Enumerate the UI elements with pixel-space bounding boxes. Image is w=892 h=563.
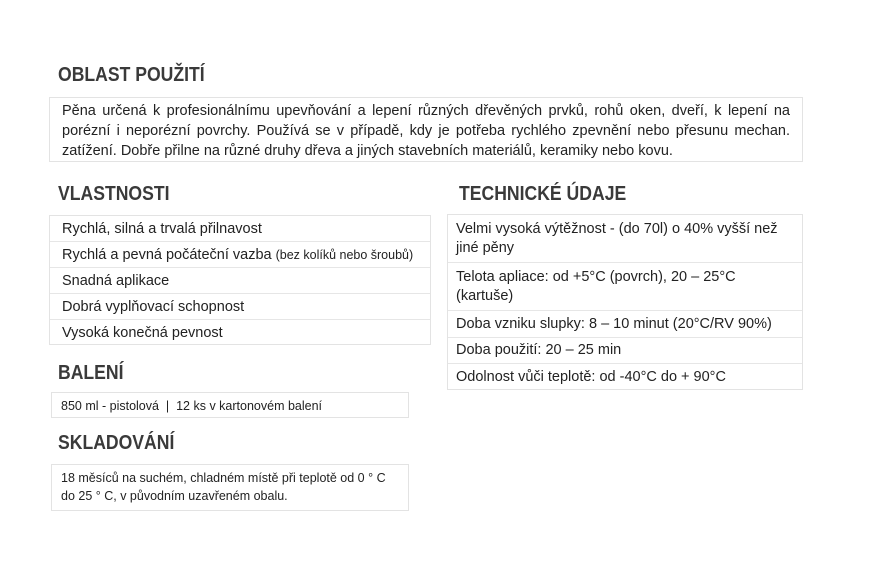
vlastnosti-item (50, 294, 430, 320)
technicke-item-text: Telota apliace: od +5°C (povrch), 20 – 25°C (kartuše) (456, 268, 736, 304)
technicke-item-text: Doba použití: 20 – 25 min (456, 342, 622, 358)
technicke-heading: TECHNICKÉ ÚDAJE (459, 183, 627, 205)
vlastnosti-item (50, 242, 430, 268)
vlastnosti-list (49, 215, 431, 345)
technicke-item-text: Velmi vysoká výtěžnost - (do 70l) o 40% vyšší než jiné pěny (456, 220, 778, 256)
baleni-text: 850 ml - pistolová | 12 ks v kartonovém balení (61, 399, 323, 413)
vlastnosti-item-text: Rychlá a pevná počáteční vazba (62, 246, 272, 263)
baleni-box (51, 392, 409, 418)
vlastnosti-item-text: Dobrá vyplňovací schopnost (62, 298, 245, 315)
oblast-heading: OBLAST POUŽITÍ (58, 64, 205, 86)
technicke-item (448, 311, 802, 338)
technicke-item (448, 215, 802, 263)
technicke-item (448, 338, 802, 364)
oblast-text: Pěna určená k profesionálnímu upevňování a lepení různých dřevěných prvků, rohů oken, dveří, k lepení na porézní i neporézní povrchy. Používá se v případě, kdy je potřeba rychlého zpevnění nebo přesunu mechan. zatížení. Dobře přilne na různé druhy dřeva a jiných stavebních materiálů, keramiky nebo kovu. (62, 103, 790, 159)
technicke-list (447, 214, 803, 390)
vlastnosti-item (50, 216, 430, 242)
skladovani-heading: SKLADOVÁNÍ (58, 432, 175, 454)
vlastnosti-item-text: Rychlá, silná a trvalá přilnavost (62, 220, 262, 237)
technicke-item-text: Doba vzniku slupky: 8 – 10 minut (20°C/RV 90%) (456, 315, 772, 332)
technicke-item (448, 263, 802, 311)
vlastnosti-item-text: Vysoká konečná pevnost (62, 325, 223, 341)
baleni-heading: BALENÍ (58, 362, 124, 384)
vlastnosti-item-text: Snadná aplikace (62, 272, 170, 289)
skladovani-box (51, 464, 409, 511)
vlastnosti-heading: VLASTNOSTI (58, 183, 170, 205)
vlastnosti-item-note: (bez kolíků nebo šroubů) (275, 247, 414, 262)
skladovani-text: 18 měsíců na suchém, chladném místě při teplotě od 0 ° C do 25 ° C, v původním uzavřeném obalu. (61, 471, 386, 503)
technicke-item-text: Odolnost vůči teplotě: od -40°C do + 90°C (456, 368, 726, 385)
oblast-box (49, 97, 803, 162)
vlastnosti-item (50, 320, 430, 346)
vlastnosti-item (50, 268, 430, 294)
technicke-item (448, 364, 802, 390)
